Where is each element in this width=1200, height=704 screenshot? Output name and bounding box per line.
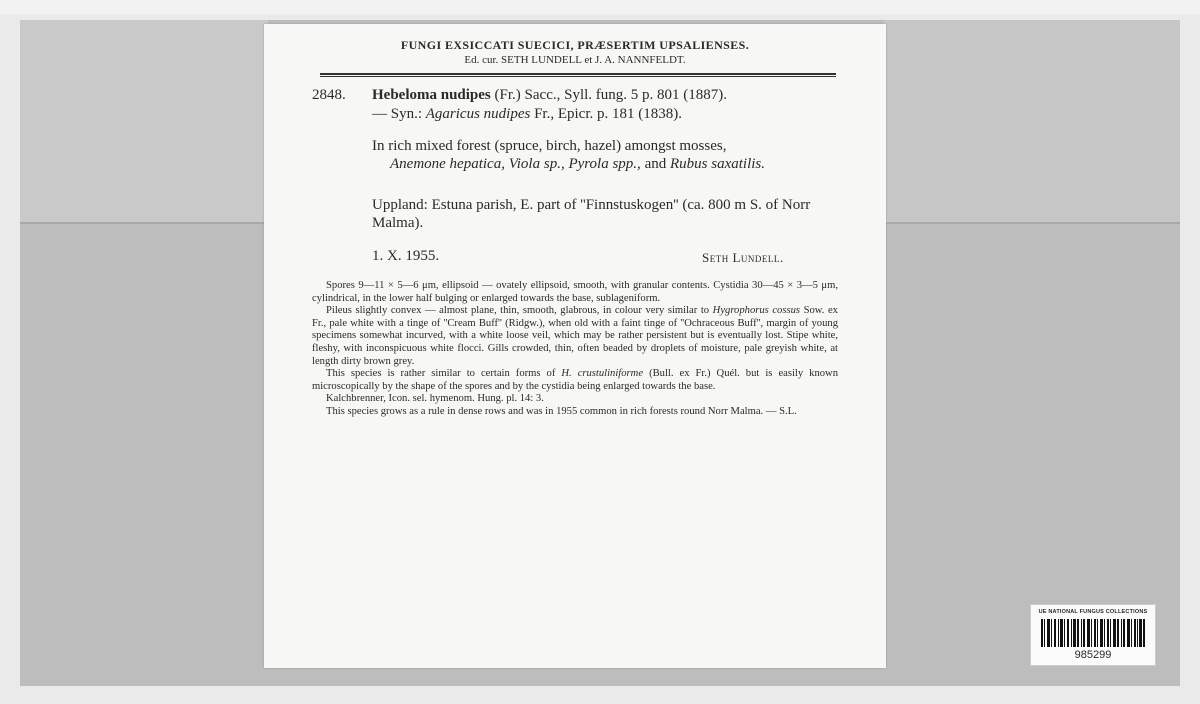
note-paragraph: This species is rather similar to certain forms of H. crustuliniforme (Bull. ex Fr.) Quél. but is easily known microscopically by the shape of the spores and by the cystidia being enlarged towards the base. bbox=[312, 368, 839, 392]
note-paragraph: Pileus slightly convex — almost plane, thin, smooth, glabrous, in colour very similar to Hygrophorus cossus Sow. ex Fr., pale white with a tinge of ''Cream Buff'' (Ridgw.), when old with a faint tinge of ''Ochraceous Buff'', margin of young specimens somewhat incurved, with a white loose veil, which may be rather persistent but is eventually lost. Stipe white, fleshy, with inconspicuous white flocci. Gills crowded, thin, often beaded by droplets of moisture, pale greyish white, at length dirty brown grey. bbox=[312, 305, 838, 367]
taxon-entry bbox=[312, 86, 842, 124]
habitat-species: Viola sp., bbox=[508, 156, 565, 172]
barcode-icon bbox=[1041, 619, 1145, 647]
habitat-conjunction: and bbox=[644, 156, 667, 172]
barcode-label bbox=[1030, 604, 1156, 666]
barcode-institution: UE NATIONAL FUNGUS COLLECTIONS bbox=[1038, 609, 1148, 615]
label-header bbox=[264, 38, 886, 66]
folder-flap-left bbox=[20, 20, 268, 224]
collector: Seth Lundell. bbox=[702, 250, 784, 265]
header-rule bbox=[320, 73, 836, 75]
habitat bbox=[372, 137, 840, 173]
top-edge bbox=[0, 0, 1200, 14]
taxon-name: Hebeloma nudipes bbox=[372, 87, 491, 103]
habitat-species: Anemone hepatica, bbox=[390, 156, 505, 172]
habitat-species: saxatilis. bbox=[711, 156, 765, 172]
note-paragraph: Spores 9—11 × 5—6 μm, ellipsoid — ovately ellipsoid, smooth, with granular contents. Cystidia 30—45 × 3—5 μm, cylindrical, in the lower half bulging or enlarged towards the base, sublageniform. bbox=[312, 280, 838, 304]
collection-date: 1. X. 1955. bbox=[372, 248, 440, 264]
header-rule-thin bbox=[320, 76, 836, 77]
note-paragraph: Kalchbrenner, Icon. sel. hymenom. Hung. pl. 14: 3. bbox=[326, 393, 544, 405]
barcode-number: 985299 bbox=[1074, 649, 1112, 661]
description-notes bbox=[312, 280, 838, 419]
locality: Uppland: Estuna parish, E. part of ''Finnstuskogen'' (ca. 800 m S. of Norr Malma). bbox=[372, 197, 811, 231]
synonym-reference: Fr., Epicr. p. 181 (1838). bbox=[534, 106, 682, 122]
note-paragraph: This species grows as a rule in dense rows and was in 1955 common in rich forests round Norr Malma. — S.L. bbox=[326, 405, 797, 417]
habitat-species: Rubus bbox=[669, 156, 708, 172]
series-title: FUNGI EXSICCATI SUECICI, PRÆSERTIM UPSALIENSES. bbox=[400, 38, 750, 52]
editors-line: Ed. cur. SETH LUNDELL et J. A. NANNFELDT. bbox=[464, 54, 686, 66]
habitat-species: Pyrola spp., bbox=[568, 156, 641, 172]
habitat-text: In rich mixed forest (spruce, birch, hazel) amongst mosses, bbox=[372, 138, 727, 154]
synonym-name: Agaricus nudipes bbox=[425, 106, 531, 122]
exsiccata-number: 2848. bbox=[312, 87, 346, 103]
folder-flap-right bbox=[884, 20, 1180, 224]
taxon-authority: (Fr.) Sacc., Syll. fung. 5 p. 801 (1887). bbox=[494, 87, 728, 103]
synonym-prefix: — Syn.: bbox=[372, 106, 423, 122]
specimen-label bbox=[264, 24, 886, 668]
